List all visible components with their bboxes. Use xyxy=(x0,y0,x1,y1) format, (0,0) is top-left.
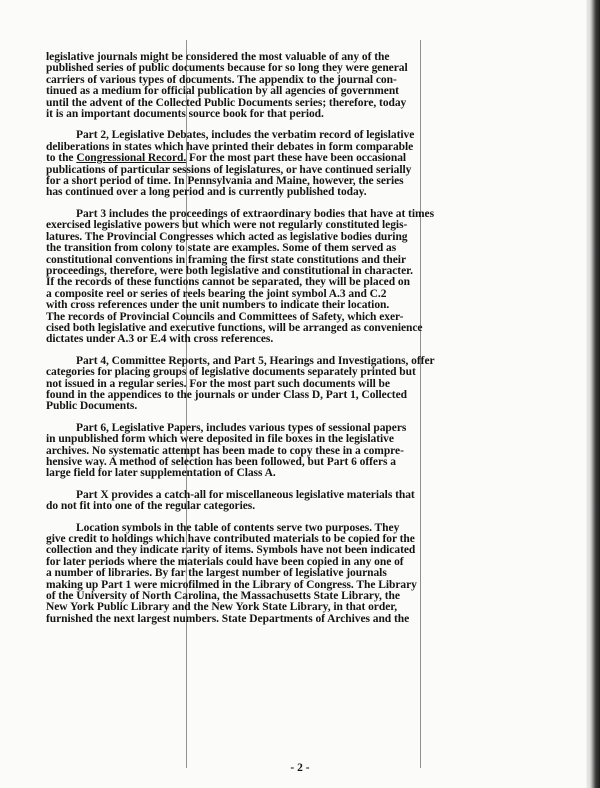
text-line: until the advent of the Collected Public Documents series; therefore, today xyxy=(46,96,407,109)
text-fragment: For the most part these have been occasional xyxy=(186,152,407,165)
text-line: exercised legislative powers but which were not regularly constituted legis- xyxy=(46,219,408,232)
text-line: dictates under A.3 or E.4 with cross references. xyxy=(46,333,274,346)
text-line: do not fit into one of the regular categories. xyxy=(46,500,256,513)
text-line: in unpublished form which were deposited in file boxes in the legislative xyxy=(46,433,394,446)
text-line: not issued in a regular series. For the most part such documents will be xyxy=(46,377,390,390)
text-line: Part 2, Legislative Debates, includes the verbatim record of legislative xyxy=(76,129,415,142)
text-line: cised both legislative and executive functions, will be arranged as convenience xyxy=(46,321,423,334)
text-line: for a short period of time. In Pennsylvania and Maine, however, the series xyxy=(46,175,404,188)
text-line: a number of libraries. By far the largest number of legislative journals xyxy=(46,567,387,580)
paragraph-part-6 xyxy=(46,423,546,480)
text-line: If the records of these functions cannot be separated, they will be placed on xyxy=(46,276,410,289)
congressional-record-title: Congressional Record. xyxy=(76,152,187,165)
text-line: large field for later supplementation of Class A. xyxy=(46,467,276,480)
paragraph-location-symbols xyxy=(46,523,546,626)
text-line: collection and they indicate rarity of items. Symbols have not been indicated xyxy=(46,544,416,557)
paragraph-part-2 xyxy=(46,130,546,198)
paragraph-part-4-5 xyxy=(46,356,546,413)
text-line: hensive way. A method of selection has been followed, but Part 6 offers a xyxy=(46,456,396,468)
text-column xyxy=(46,52,546,635)
text-line: carriers of various types of documents. The appendix to the journal con- xyxy=(46,73,397,86)
paragraph-journals-continued xyxy=(46,52,546,120)
text-line: constitutional conventions in framing the first state constitutions and their xyxy=(46,253,407,266)
text-line: Part X provides a catch-all for miscellaneous legislative materials that xyxy=(76,488,415,501)
text-line: tinued as a medium for official publication by all agencies of government xyxy=(46,85,399,98)
text-line: with cross references under the unit numbers to indicate their location. xyxy=(46,299,390,312)
text-line: archives. No systematic attempt has been made to copy these in a compre- xyxy=(46,444,404,457)
text-line: Part 4, Committee Reports, and Part 5, Hearings and Investigations, offer xyxy=(76,354,435,367)
text-line: making up Part 1 were microfilmed in the Library of Congress. The Library xyxy=(46,578,417,591)
text-line: deliberations in states which have printed their debates in form comparable xyxy=(46,140,414,153)
text-line: give credit to holdings which have contributed materials to be copied for the xyxy=(46,533,415,546)
text-line: found in the appendices to the journals or under Class D, Part 1, Collected xyxy=(46,388,407,401)
text-line: Part 3 includes the proceedings of extraordinary bodies that have at times xyxy=(76,207,434,220)
text-line: Public Documents. xyxy=(46,400,138,413)
page-number: - 2 - xyxy=(290,762,310,774)
text-line: of the University of North Carolina, the Massachusetts State Library, the xyxy=(46,590,400,603)
text-line: New York Public Library and the New York State Library, in that order, xyxy=(46,601,398,614)
text-line: Location symbols in the table of contents serve two purposes. They xyxy=(76,521,400,534)
text-line: proceedings, therefore, were both legislative and constitutional in character. xyxy=(46,264,413,277)
text-line: latures. The Provincial Congresses which acted as legislative bodies during xyxy=(46,230,408,243)
paragraph-part-x xyxy=(46,490,546,513)
scan-border xyxy=(586,0,600,788)
text-line: it is an important documents source book for that period. xyxy=(46,108,324,121)
text-line: Part 6, Legislative Papers, includes various types of sessional papers xyxy=(76,421,407,434)
text-line: a composite reel or series of reels bearing the joint symbol A.3 and C.2 xyxy=(46,287,387,300)
paragraph-part-3 xyxy=(46,209,546,346)
text-line: has continued over a long period and is currently published today. xyxy=(46,186,367,199)
text-fragment: to the xyxy=(46,152,77,165)
text-line: the transition from colony to state are examples. Some of them served as xyxy=(46,242,397,255)
text-line: The records of Provincial Councils and Committees of Safety, which exer- xyxy=(46,310,404,323)
text-line xyxy=(46,153,546,164)
text-line: for later periods where the materials could have been copied in any one of xyxy=(46,555,404,568)
text-line: publications of particular sessions of legislatures, or have continued serially xyxy=(46,163,412,176)
text-line: legislative journals might be considered the most valuable of any of the xyxy=(46,51,390,63)
text-line: furnished the next largest numbers. State Departments of Archives and the xyxy=(46,612,410,625)
text-line: categories for placing groups of legislative documents separately printed but xyxy=(46,366,416,379)
text-line: published series of public documents because for so long they were general xyxy=(46,62,408,75)
